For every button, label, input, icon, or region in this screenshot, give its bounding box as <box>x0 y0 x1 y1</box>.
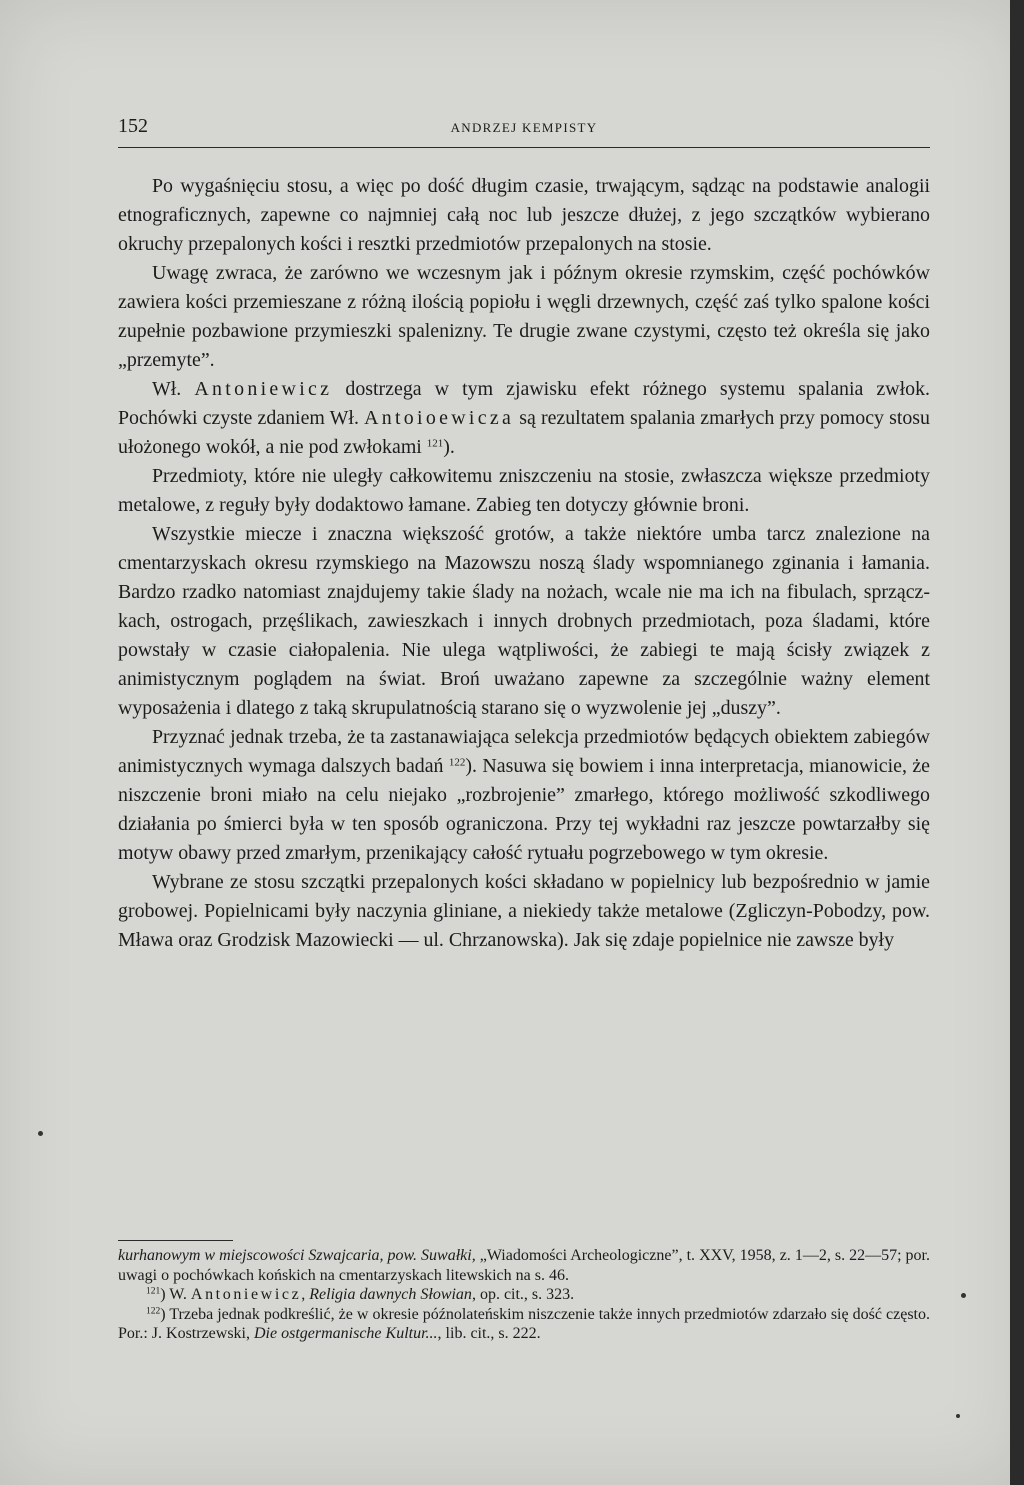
paragraph: Wybrane ze stosu szczątki przepalonych kości składano w popielnicy lub bezpośrednio w jamie grobowej. Popielnicami były naczynia gliniane, a niekiedy także metalowe (Zgliczyn-Pobodzy, pow. Mława oraz Grodzisk Mazowiecki — ul. Chrzanowska). Jak się zdaje popielnice nie zawsze były <box>118 871 930 951</box>
paragraph <box>118 375 930 462</box>
scan-speck <box>961 1293 966 1298</box>
text-run: Przyznać jednak trzeba, że ta zastanawiająca selekcja przedmiotów będących obiektem zabiegów animistycznych wymaga dalszych badań <box>118 726 930 777</box>
paragraph: Przedmioty, które nie uległy całkowitemu zniszczeniu na stosie, zwłaszcza większe przedmioty metalowe, z reguły były dodaktowo łamane. Zabieg ten dotyczy głównie broni. <box>118 465 930 516</box>
footnote-text: ) Trzeba jednak podkreślić, że w okresie późnolateńskim niszczenie także innych przedmiotów zdarzało się dość często. Por.: J. Kostrzewski, <box>118 1305 930 1342</box>
footnote-number: 121 <box>146 1286 161 1297</box>
text-run: ). Nasuwa się bowiem i inna interpretacja, mianowicie, że niszczenie broni miało na celu niejako „rozbrojenie” zmarłego, którego możliwość szkodliwego działania po śmierci była w ten sposób ograniczona. Przy tej wykładni raz jeszcze powtarzałby się motyw obawy przed zmarłym, przenikający całość rytuału pogrzebowego w tym okresie. <box>118 755 930 864</box>
footnote-121 <box>118 1285 930 1305</box>
footnote-text: ) W. <box>160 1286 191 1303</box>
author-name-spaced: Antoniewicz <box>190 1286 302 1303</box>
footnote-separator <box>118 1240 233 1241</box>
text-run: są rezultatem spalania zmarłych przy pomocy stosu ułożonego wokół, a nie pod zwłokami <box>118 407 930 458</box>
scan-speck <box>956 1414 960 1418</box>
page-number: 152 <box>118 115 148 137</box>
footnote-text: , <box>301 1286 310 1303</box>
page-header <box>118 115 930 148</box>
running-title: ANDRZEJ KEMPISTY <box>450 120 598 135</box>
footnote-ref: 122 <box>448 756 466 769</box>
main-text <box>118 172 930 955</box>
footnote-italic: kurhanowym w miejscowości Szwajcaria, pow. Suwałki, <box>118 1247 476 1264</box>
paragraph <box>118 723 930 868</box>
footnote-122 <box>118 1305 930 1344</box>
footnote-text: „Wiadomości Archeologiczne”, t. XXV, 1958, z. 1—2, s. 22—57; por. uwagi o pochówkach końskich na cmentarzyskach litewskich na s. 46. <box>118 1247 931 1284</box>
text-run: Wł. <box>152 378 195 400</box>
book-title: Die ostgermanische Kultur... <box>254 1325 438 1342</box>
footnote-text: , op. cit., s. 323. <box>471 1286 575 1303</box>
book-title: Religia dawnych Słowian <box>309 1286 472 1303</box>
footnote-continuation <box>118 1246 930 1285</box>
footnote-number: 122 <box>146 1305 161 1316</box>
author-name-spaced: Antoniewicz <box>194 378 333 400</box>
footnote-ref: 121 <box>426 437 444 450</box>
scan-speck <box>38 1131 43 1136</box>
author-name-spaced: Antoioewicza <box>364 407 515 429</box>
paragraph: Uwagę zwraca, że zarówno we wczesnym jak i późnym okresie rzymskim, część pochówków zawiera kości przemieszane z różną ilością popiołu i węgli drzewnych, część zaś tylko spalone kości zupełnie pozbawione przymieszki spalenizny. Te drugie zwane czystymi, często też określa się jako „przemyte”. <box>118 262 930 371</box>
paragraph: Wszystkie miecze i znaczna większość grotów, a także niektóre umba tarcz znalezione na cmentarzyskach okresu rzymskiego na Mazowszu noszą ślady wspomnianego zginania i łamania. Bardzo rzadko natomiast znajdujemy takie ślady na nożach, wcale nie ma ich na fibulach, sprzączkach, ostrogach, przęślikach, zawieszkach i innych drobnych przedmiotach, poza śladami, które powstały w czasie ciałopalenia. Nie ulega wątpliwości, że zabiegi te mają ścisły związek z animistycznym poglądem na świat. Broń uważano zapewne za szczególnie ważny element wyposażenia i dlatego z taką skrupulatnością starano się o wyzwolenie jej „duszy”. <box>118 523 930 719</box>
footnote-text: , lib. cit., s. 222. <box>437 1325 541 1342</box>
footnotes <box>118 1246 930 1344</box>
scan-edge <box>1010 0 1024 1485</box>
paragraph: Po wygaśnięciu stosu, a więc po dość długim czasie, trwającym, sądząc na podstawie analogii etnograficznych, zapewne co najmniej całą noc lub jeszcze dłużej, z jego szczątków wybierano okruchy przepalonych kości i resztki przedmiotów przepalonych na stosie. <box>118 175 930 255</box>
text-run: dostrzega w tym zjawisku efekt różnego systemu spalania zwłok. Pochówki czyste zdaniem Wł. <box>118 378 930 429</box>
text-run: ). <box>443 436 455 458</box>
